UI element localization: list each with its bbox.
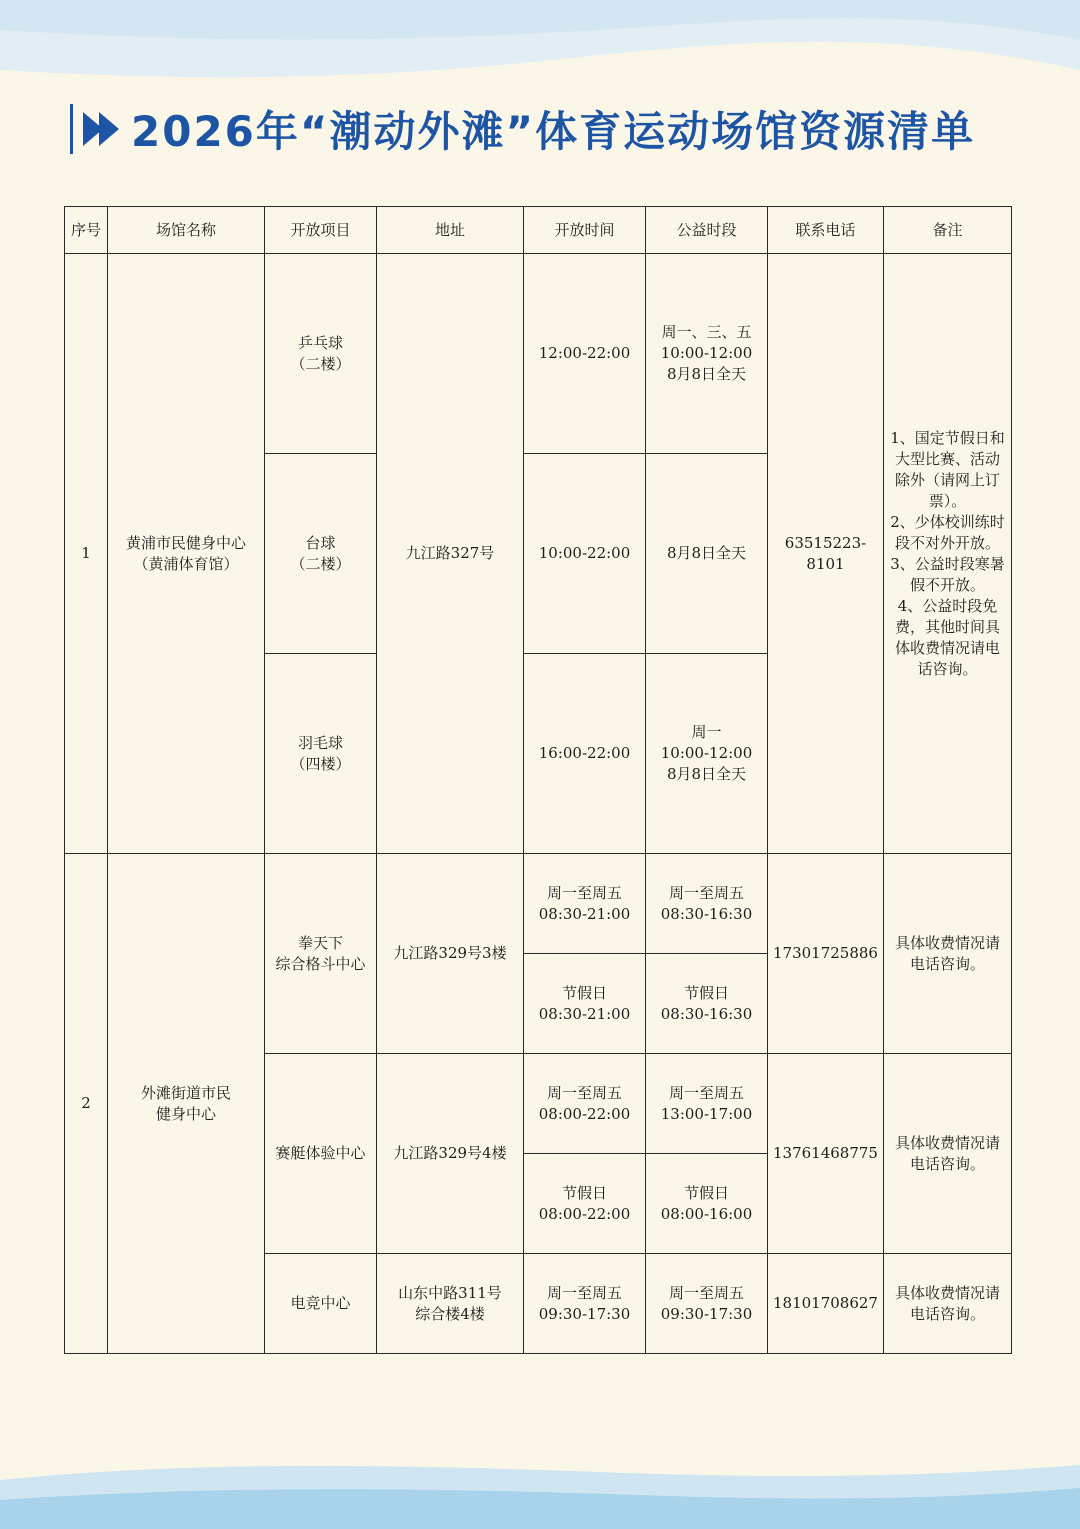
header-note: 备注 — [884, 207, 1012, 254]
venue-note: 1、国定节假日和大型比赛、活动除外（请网上订票）。 2、少体校训练时段不对外开放。 3、公益时段寒暑假不开放。 4、公益时段免费，其他时间具体收费情况请电话咨询。 — [884, 254, 1012, 854]
open-item: 电竞中心 — [265, 1254, 377, 1354]
free-hours: 周一、三、五 10:00-12:00 8月8日全天 — [646, 254, 768, 454]
header-phone: 联系电话 — [768, 207, 884, 254]
venue-name: 外滩街道市民 健身中心 — [108, 854, 265, 1354]
open-item: 台球 （二楼） — [265, 454, 377, 654]
free-hours: 节假日 08:30-16:30 — [646, 954, 768, 1054]
venue-phone: 13761468775 — [768, 1054, 884, 1254]
venue-table — [64, 206, 1012, 1354]
free-hours: 周一 10:00-12:00 8月8日全天 — [646, 654, 768, 854]
venue-address: 九江路329号4楼 — [377, 1054, 524, 1254]
header-open-hours: 开放时间 — [524, 207, 646, 254]
header-free-hours: 公益时段 — [646, 207, 768, 254]
free-hours: 周一至周五 09:30-17:30 — [646, 1254, 768, 1354]
venue-note: 具体收费情况请电话咨询。 — [884, 1254, 1012, 1354]
open-item: 乒乓球 （二楼） — [265, 254, 377, 454]
open-hours: 12:00-22:00 — [524, 254, 646, 454]
title-rule — [70, 104, 73, 154]
venue-address: 九江路329号3楼 — [377, 854, 524, 1054]
free-hours: 周一至周五 08:30-16:30 — [646, 854, 768, 954]
header-open-item: 开放项目 — [265, 207, 377, 254]
venue-phone: 18101708627 — [768, 1254, 884, 1354]
venue-no: 2 — [65, 854, 108, 1354]
free-hours: 周一至周五 13:00-17:00 — [646, 1054, 768, 1154]
title-bar — [70, 100, 975, 158]
open-hours: 16:00-22:00 — [524, 654, 646, 854]
venue-note: 具体收费情况请电话咨询。 — [884, 1054, 1012, 1254]
table-header-row — [65, 207, 1012, 254]
table-row — [65, 254, 1012, 454]
open-hours: 节假日 08:00-22:00 — [524, 1154, 646, 1254]
open-hours: 周一至周五 08:30-21:00 — [524, 854, 646, 954]
open-hours: 周一至周五 09:30-17:30 — [524, 1254, 646, 1354]
venue-address: 山东中路311号 综合楼4楼 — [377, 1254, 524, 1354]
open-item: 羽毛球 （四楼） — [265, 654, 377, 854]
free-hours: 节假日 08:00-16:00 — [646, 1154, 768, 1254]
free-hours: 8月8日全天 — [646, 454, 768, 654]
table-row — [65, 854, 1012, 954]
header-no: 序号 — [65, 207, 108, 254]
open-item: 拳天下 综合格斗中心 — [265, 854, 377, 1054]
open-hours: 节假日 08:30-21:00 — [524, 954, 646, 1054]
venue-phone: 17301725886 — [768, 854, 884, 1054]
page-title: 2026年“潮动外滩”体育运动场馆资源清单 — [131, 107, 976, 156]
venue-name: 黄浦市民健身中心 （黄浦体育馆） — [108, 254, 265, 854]
open-item: 赛艇体验中心 — [265, 1054, 377, 1254]
open-hours: 10:00-22:00 — [524, 454, 646, 654]
double-arrow-icon — [83, 112, 123, 146]
header-address: 地址 — [377, 207, 524, 254]
venue-address: 九江路327号 — [377, 254, 524, 854]
venue-note: 具体收费情况请电话咨询。 — [884, 854, 1012, 1054]
venue-no: 1 — [65, 254, 108, 854]
open-hours: 周一至周五 08:00-22:00 — [524, 1054, 646, 1154]
header-venue-name: 场馆名称 — [108, 207, 265, 254]
bottom-wave-decoration — [0, 1440, 1080, 1529]
venue-phone: 63515223-8101 — [768, 254, 884, 854]
top-wave-decoration — [0, 0, 1080, 110]
